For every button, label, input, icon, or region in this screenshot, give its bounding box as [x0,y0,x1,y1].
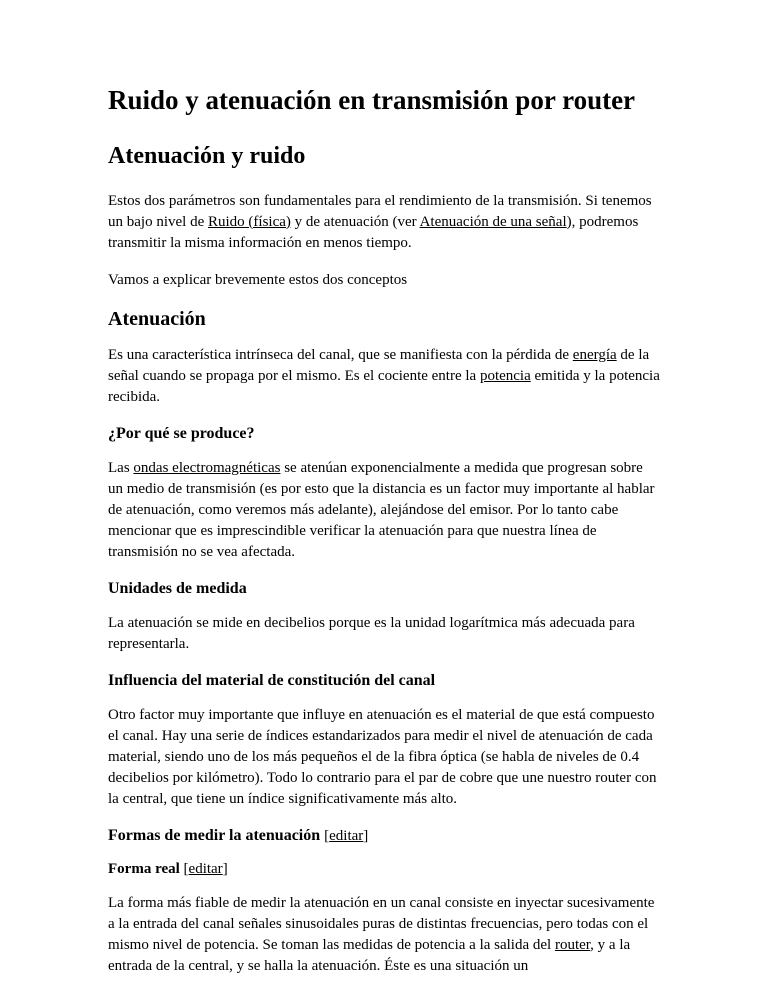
text-segment: ] [363,827,369,844]
text-segment: emitida y la potencia recibida. [108,367,660,405]
text-segment: Unidades de medida [108,579,247,597]
paragraph-forma-real [108,893,660,977]
inline-link[interactable]: Atenuación de una señal [419,213,567,230]
section-heading-formas-de-medir [108,826,660,846]
paragraph-material [108,705,660,810]
text-segment: La atenuación se mide en decibelios porque es la unidad logarítmica más adecuada para representarla. [108,614,635,652]
paragraph-explicar [108,270,660,291]
section-heading-influencia-material [108,671,660,691]
section-heading-unidades-de-medida [108,579,660,599]
text-segment: ), podremos transmitir la misma información en menos tiempo. [108,213,639,251]
text-segment: Atenuación y ruido [108,142,306,169]
section-heading-atenuacion [108,307,660,331]
text-segment: ¿Por qué se produce? [108,424,255,442]
text-segment: [ [324,827,330,844]
text-segment: Es una característica intrínseca del canal, que se manifiesta con la pérdida de [108,346,573,363]
text-segment: ] [222,860,228,877]
text-segment: se atenúan exponencialmente a medida que progresan sobre un medio de transmisión (es por esto que la distancia es un factor muy importante al hablar de atenuación, como veremos más adelante), alejándose del emisor. Por lo tanto cabe mencionar que es imprescindible verificar la atenuación para que nuestra línea de transmisión no se vea afectada. [108,459,655,560]
paragraph-ondas [108,458,660,563]
section-heading-forma-real [108,860,660,880]
inline-link[interactable]: router [554,937,591,954]
section-heading-atenuacion-y-ruido [108,142,660,171]
text-segment: de la señal cuando se propaga por el mismo. Es el cociente entre la [108,346,650,384]
document-title [108,84,660,118]
inline-link[interactable]: potencia [479,367,531,384]
inline-link[interactable]: Ruido (física) [207,213,291,230]
text-segment: Formas de medir la atenuación [108,826,325,844]
text-segment: Las [108,459,134,476]
text-segment: Estos dos parámetros son fundamentales para el rendimiento de la transmisión. Si tenemos un bajo nivel de [108,192,652,230]
inline-link[interactable]: ondas electromagnéticas [133,459,281,476]
paragraph-caracteristica [108,345,660,408]
document-content [108,84,660,977]
paragraph-intro [108,191,660,254]
text-segment: y de atenuación (ver [290,213,420,230]
inline-link[interactable]: editar [188,860,223,877]
section-heading-por-que-se-produce [108,424,660,444]
text-segment: Atenuación [108,307,206,330]
text-segment: Otro factor muy importante que influye en atenuación es el material de que está compuesto el canal. Hay una serie de índices estandarizados para medir el nivel de atenuación de cada material, siendo uno de los más pequeños el de la fibra óptica (se habla de niveles de 0.4 decibelios por kilómetro). Todo lo contrario para el par de cobre que une nuestro router con la central, que tiene un índice significativamente más alto. [108,706,657,807]
text-segment: Ruido y atenuación en transmisión por router [108,85,636,115]
paragraph-decibelios [108,613,660,655]
text-segment: Influencia del material de constitución del canal [108,671,436,689]
text-segment: Vamos a explicar brevemente estos dos conceptos [108,271,408,288]
inline-link[interactable]: editar [329,827,364,844]
text-segment: , y a la entrada de la central, y se halla la atenuación. Éste es una situación un [108,937,631,975]
text-segment: [ [183,860,189,877]
text-segment: La forma más fiable de medir la atenuación en un canal consiste en inyectar sucesivamente a la entrada del canal señales sinusoidales puras de distintas frecuencias, pero todas con el mismo nivel de potencia. Se toman las medidas de potencia a la salida del [108,895,655,954]
inline-link[interactable]: energía [572,346,617,363]
text-segment: Forma real [108,860,184,877]
